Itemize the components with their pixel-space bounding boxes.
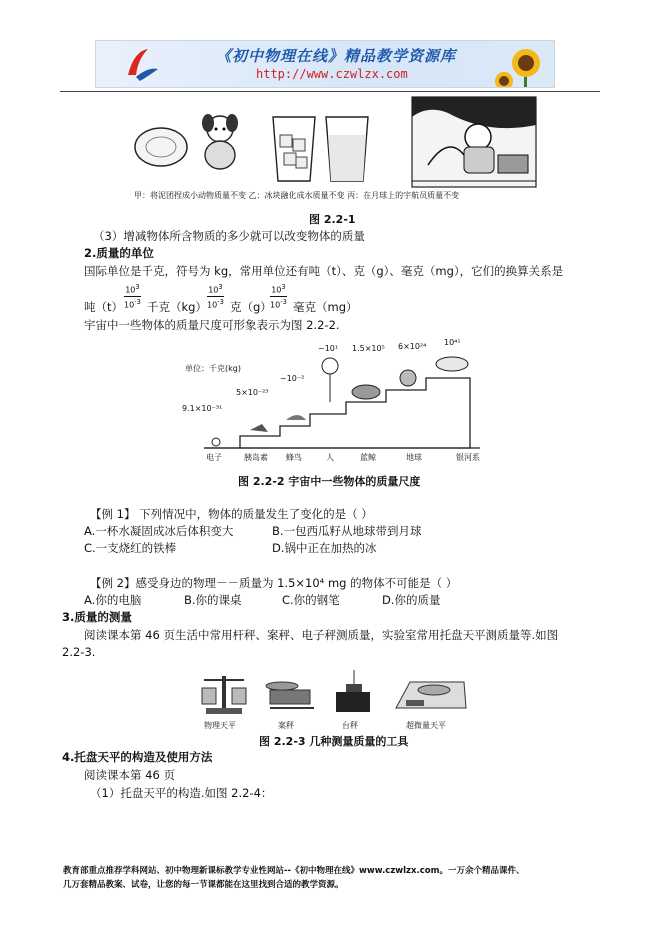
footer-line-1: 教育部重点推荐学科网站、初中物理新课标教学专业性网站--《初中物理在线》www.czwlzx.com。一万余个精品课件、 [63,866,525,876]
example-1-option-d: D.锅中正在加热的冰 [272,541,377,555]
example-2-question: 【例 2】感受身边的物理－－质量为 1.5×10⁴ mg 的物体不可能是（ ） [90,576,458,590]
unit-ton: 吨（t） [84,300,124,314]
mass-value-hummingbird: ~10⁻² [280,374,305,383]
heading-balance: 4.托盘天平的构造及使用方法 [62,750,213,764]
paragraph-scale: 宇宙中一些物体的质量尺度可形象表示为图 2.2-2. [84,318,340,332]
fraction-number: 10 [125,285,136,295]
example-2-option-d: D.你的质量 [382,593,441,607]
example-1-option-b: B.一包西瓜籽从地球带到月球 [272,524,422,538]
fraction-t-kg [124,282,141,310]
page-footer [63,864,524,892]
mass-value-human: ~10¹ [318,344,339,353]
figure-2-2-3-label: 图 2.2-3 几种测量质量的工具 [259,735,409,748]
figure-2-2-3-tools [196,668,472,732]
example-1-option-c: C.一支烧红的铁棒 [84,541,177,555]
fraction-number: 10 [270,300,281,310]
tool-physics-balance: 物理天平 [204,721,236,730]
paragraph-measurement: 阅读课本第 46 页生活中常用杆秤、案秤、电子秤测质量，实验室常用托盘天平测质量等.如图 [84,628,559,642]
fraction-number: 10 [208,285,219,295]
mass-value-insulin: 5×10⁻²³ [236,388,269,397]
object-human: 人 [326,453,334,462]
object-electron: 电子 [206,453,222,462]
figure-2-2-1-caption: 甲：将泥团捏成小动物质量不变 乙：冰块融化成水质量不变 丙：在月球上的宇航员质量不变 [134,191,460,200]
unit-kilogram: 千克（kg） [147,300,207,314]
mass-value-electron: 9.1×10⁻³¹ [182,404,223,413]
unit-gram: 克（g） [230,300,272,314]
mass-value-blue-whale: 1.5×10⁵ [352,344,385,353]
heading-mass-unit: 2.质量的单位 [84,246,154,260]
object-insulin: 胰岛素 [244,453,268,462]
fraction-number: 10 [271,285,282,295]
heading-mass-measurement: 3.质量的测量 [62,610,132,624]
object-hummingbird: 蜂鸟 [286,453,302,462]
figure-2-2-2-staircase [180,340,490,468]
tool-platform-scale: 台秤 [342,721,358,730]
staircase-unit-label: 单位：千克(kg) [185,364,241,373]
example-2-option-b: B.你的课桌 [184,593,242,607]
fraction-exponent: -3 [280,297,287,306]
fraction-exponent: -3 [217,297,224,306]
footer-line-2: 几万套精品教案、试卷，让您的每一节课都能在这里找到合适的教学资源。 [63,880,344,890]
tool-micro-balance: 超微量天平 [406,721,446,730]
figure-2-2-2-label: 图 2.2-2 宇宙中一些物体的质量尺度 [238,475,421,488]
mass-value-earth: 6×10²⁴ [398,342,427,351]
banner-title: 《初中物理在线》精品教学资源库 [216,47,457,65]
example-1-option-a: A.一杯水凝固成冰后体积变大 [84,524,234,538]
fraction-exponent: 3 [135,283,140,291]
object-earth: 地球 [406,453,422,462]
fraction-kg-g [207,282,224,310]
tool-case-scale: 案秤 [278,721,294,730]
fraction-number: 10 [207,300,218,310]
header-rule [60,91,600,92]
paragraph-measurement-figure-ref: 2.2-3. [62,645,96,659]
fraction-number: 10 [124,300,135,310]
object-galaxy: 银河系 [456,453,480,462]
paragraph-unit: 国际单位是千克，符号为 kg，常用单位还有吨（t）、克（g）、毫克（mg），它们的换算关系是 [84,264,564,278]
site-logo-icon [122,45,162,83]
example-2-option-c: C.你的钢笔 [282,593,340,607]
tools-drawing [196,668,472,718]
example-2-option-a: A.你的电脑 [84,593,142,607]
fraction-exponent: 3 [281,283,286,291]
header-banner [95,40,555,88]
staircase-drawing [180,340,490,468]
paragraph-balance-structure: （1）托盘天平的构造.如图 2.2-4： [90,786,273,800]
mass-value-galaxy: 10⁴¹ [444,338,461,347]
fraction-exponent: -3 [134,297,141,306]
sunflower-icon [494,41,554,87]
fraction-exponent: 3 [218,283,223,291]
paragraph-read-page: 阅读课本第 46 页 [84,768,175,782]
fraction-g-mg [270,282,287,310]
object-blue-whale: 蓝鲸 [360,453,376,462]
paragraph-mass-change: （3）增减物体所含物质的多少就可以改变物体的质量 [93,229,365,243]
unit-milligram: 毫克（mg） [293,300,358,314]
figure-2-2-1-label: 图 2.2-1 [309,213,356,226]
example-1-question: 【例 1】 下列情况中，物体的质量发生了变化的是（ ） [90,507,373,521]
banner-url[interactable]: http://www.czwlzx.com [256,67,408,81]
